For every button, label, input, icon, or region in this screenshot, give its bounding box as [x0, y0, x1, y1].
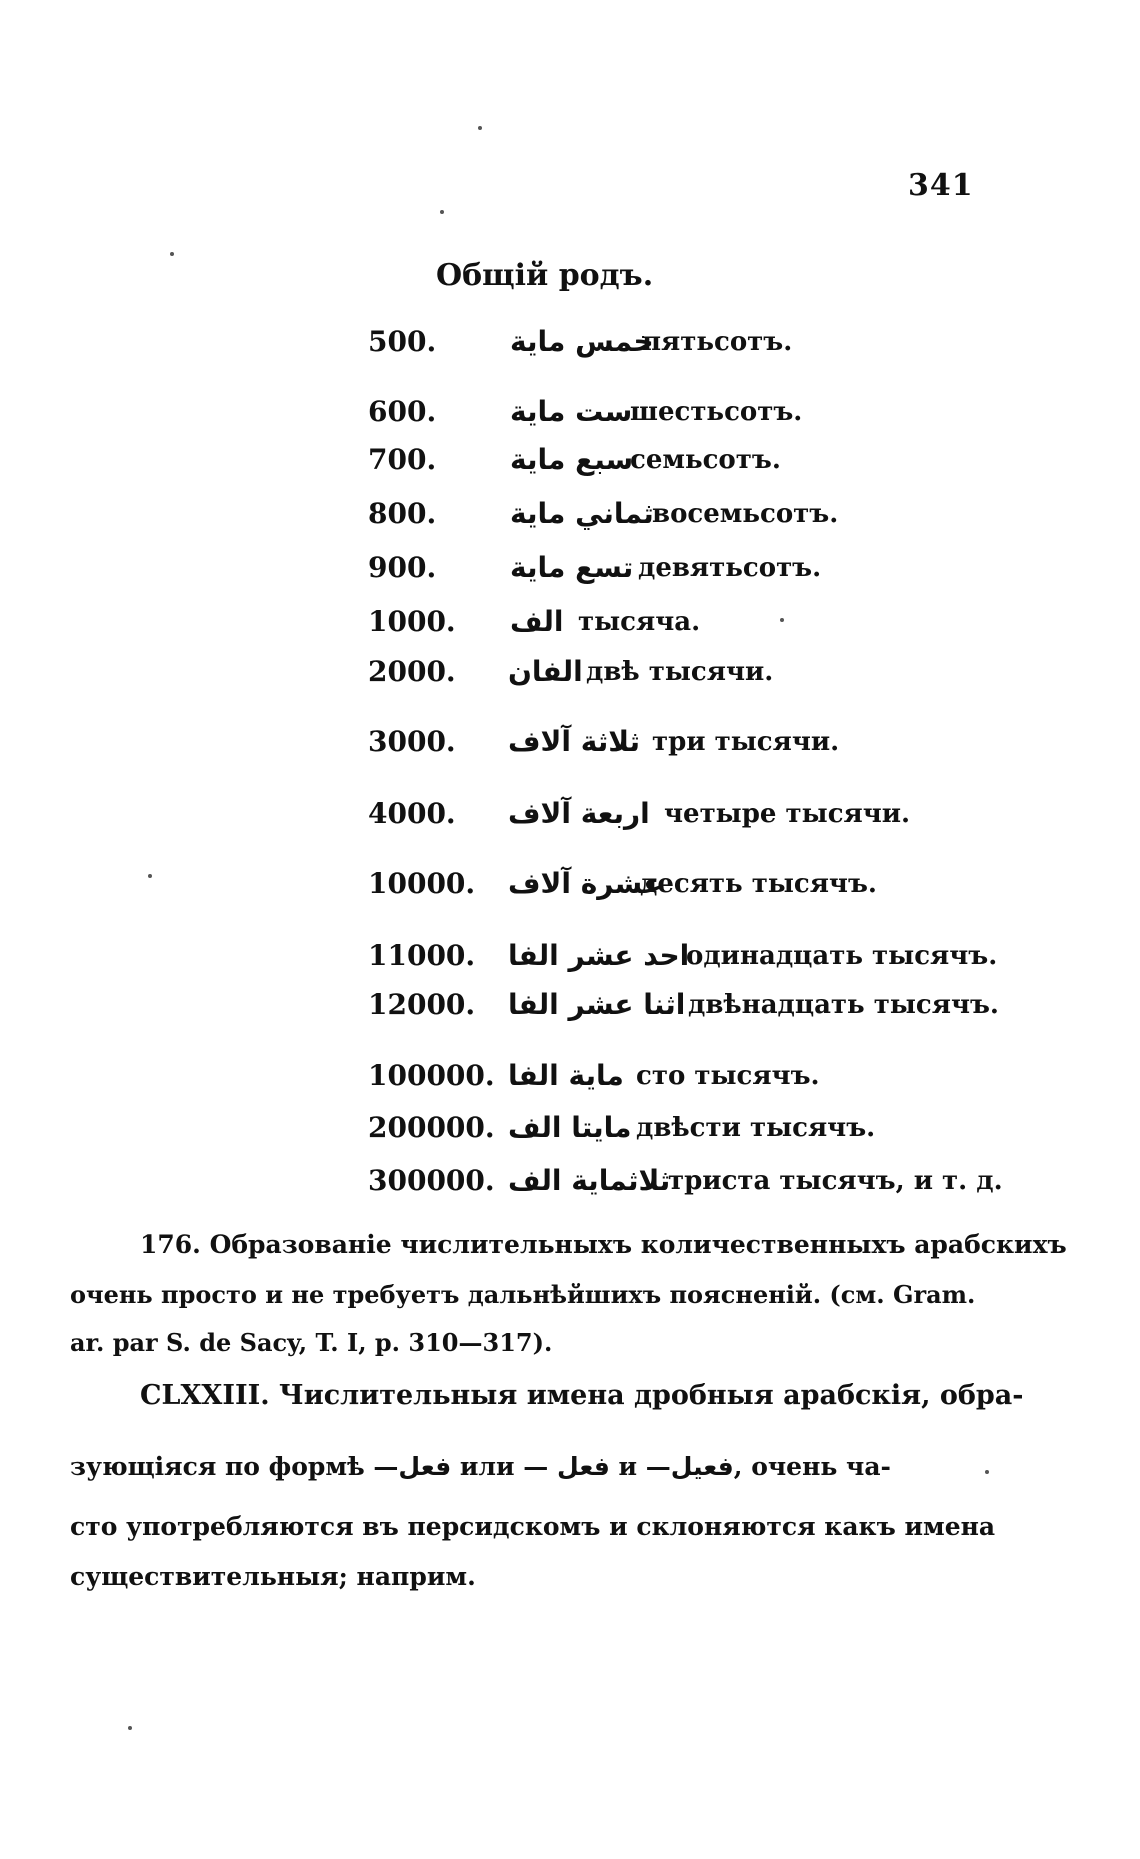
- numeral-row: [0, 1108, 1140, 1148]
- numeral-value: 1000.: [368, 605, 456, 638]
- numeral-value: 300000.: [368, 1164, 495, 1197]
- scan-speck: [780, 618, 784, 622]
- numeral-russian: восемьсотъ.: [652, 499, 839, 529]
- numeral-arabic: احد عشر الفا: [508, 939, 690, 972]
- numeral-row: [0, 602, 1140, 642]
- numeral-row: [0, 392, 1140, 432]
- numeral-row: [0, 722, 1140, 762]
- numeral-arabic: عشرة آلاف: [508, 867, 663, 900]
- arabic-form: فعل: [398, 1452, 452, 1481]
- numeral-value: 11000.: [368, 939, 476, 972]
- numeral-row: [0, 985, 1140, 1025]
- numeral-value: 600.: [368, 395, 437, 428]
- numeral-russian: три тысячи.: [652, 727, 840, 757]
- scan-speck: [985, 1470, 989, 1474]
- scan-speck: [148, 874, 152, 878]
- numeral-row: [0, 652, 1140, 692]
- numeral-russian: сто тысячъ.: [636, 1061, 820, 1091]
- numeral-row: [0, 548, 1140, 588]
- numeral-arabic: الفان: [508, 655, 583, 688]
- numeral-arabic: ثلاثماية الف: [508, 1164, 671, 1197]
- numeral-value: 900.: [368, 551, 437, 584]
- section-title: Общій родъ.: [436, 258, 654, 293]
- paragraph-text: или —: [451, 1452, 558, 1481]
- numeral-arabic: ماية الفا: [508, 1059, 624, 1092]
- paragraph-clxxiii-line: сто употребляются въ персидскомъ и склоняются какъ имена: [70, 1512, 996, 1541]
- numeral-value: 10000.: [368, 867, 476, 900]
- paragraph-176-line: ar. par S. de Sacy, T. I, p. 310—317).: [70, 1328, 553, 1357]
- numeral-row: [0, 936, 1140, 976]
- scan-speck: [170, 252, 174, 256]
- numeral-russian: триста тысячъ, и т. д.: [668, 1166, 1003, 1196]
- paragraph-176-line: очень просто и не требуетъ дальнѣйшихъ поясненій. (см. Gram.: [70, 1280, 976, 1309]
- numeral-arabic: ثماني ماية: [510, 497, 654, 530]
- paragraph-text: , очень ча-: [733, 1452, 891, 1481]
- numeral-arabic: ثلاثة آلاف: [508, 725, 640, 758]
- numeral-value: 12000.: [368, 988, 476, 1021]
- numeral-row: [0, 322, 1140, 362]
- numeral-russian: двѣнадцать тысячъ.: [688, 990, 999, 1020]
- numeral-arabic: اربعة آلاف: [508, 797, 650, 830]
- scan-speck: [440, 210, 444, 214]
- numeral-arabic: مايتا الف: [508, 1111, 632, 1144]
- numeral-row: [0, 440, 1140, 480]
- numeral-arabic: ست ماية: [510, 395, 633, 428]
- numeral-russian: шестьсотъ.: [630, 397, 803, 427]
- paragraph-clxxiii-line: существительныя; наприм.: [70, 1562, 476, 1591]
- arabic-form: فعل: [557, 1452, 610, 1481]
- scan-speck: [128, 1726, 132, 1730]
- paragraph-176-line: 176. Образованіе числительныхъ количественныхъ арабскихъ: [140, 1230, 1067, 1259]
- numeral-arabic: الف: [510, 605, 564, 638]
- numeral-russian: четыре тысячи.: [664, 799, 911, 829]
- arabic-form: فعيل: [670, 1452, 734, 1481]
- numeral-russian: двѣ тысячи.: [586, 657, 774, 687]
- numeral-russian: двѣсти тысячъ.: [636, 1113, 876, 1143]
- paragraph-clxxiii-line: [70, 1452, 990, 1481]
- numeral-arabic: خمس ماية: [510, 325, 654, 358]
- numeral-russian: девятьсотъ.: [638, 553, 822, 583]
- numeral-value: 2000.: [368, 655, 456, 688]
- numeral-russian: тысяча.: [578, 607, 701, 637]
- numeral-row: [0, 1161, 1140, 1201]
- numeral-russian: семьсотъ.: [630, 445, 781, 475]
- numeral-russian: пятьсотъ.: [642, 327, 793, 357]
- numeral-row: [0, 794, 1140, 834]
- numeral-row: [0, 864, 1140, 904]
- numeral-value: 100000.: [368, 1059, 495, 1092]
- scan-speck: [478, 126, 482, 130]
- numeral-value: 500.: [368, 325, 437, 358]
- numeral-value: 700.: [368, 443, 437, 476]
- numeral-value: 800.: [368, 497, 437, 530]
- numeral-value: 3000.: [368, 725, 456, 758]
- page-number: 341: [908, 168, 974, 203]
- numeral-russian: десять тысячъ.: [640, 869, 877, 899]
- numeral-arabic: اثنا عشر الفا: [508, 988, 686, 1021]
- paragraph-text: зующіяся по формѣ —: [70, 1452, 399, 1481]
- paragraph-clxxiii-line: CLXXIII. Числительныя имена дробныя арабскія, обра-: [140, 1380, 1024, 1411]
- numeral-arabic: تسع ماية: [510, 551, 634, 584]
- numeral-row: [0, 494, 1140, 534]
- numeral-russian: одинадцать тысячъ.: [686, 941, 998, 971]
- numeral-value: 4000.: [368, 797, 456, 830]
- numeral-row: [0, 1056, 1140, 1096]
- paragraph-text: и —: [609, 1452, 671, 1481]
- numeral-value: 200000.: [368, 1111, 495, 1144]
- numeral-arabic: سبع ماية: [510, 443, 634, 476]
